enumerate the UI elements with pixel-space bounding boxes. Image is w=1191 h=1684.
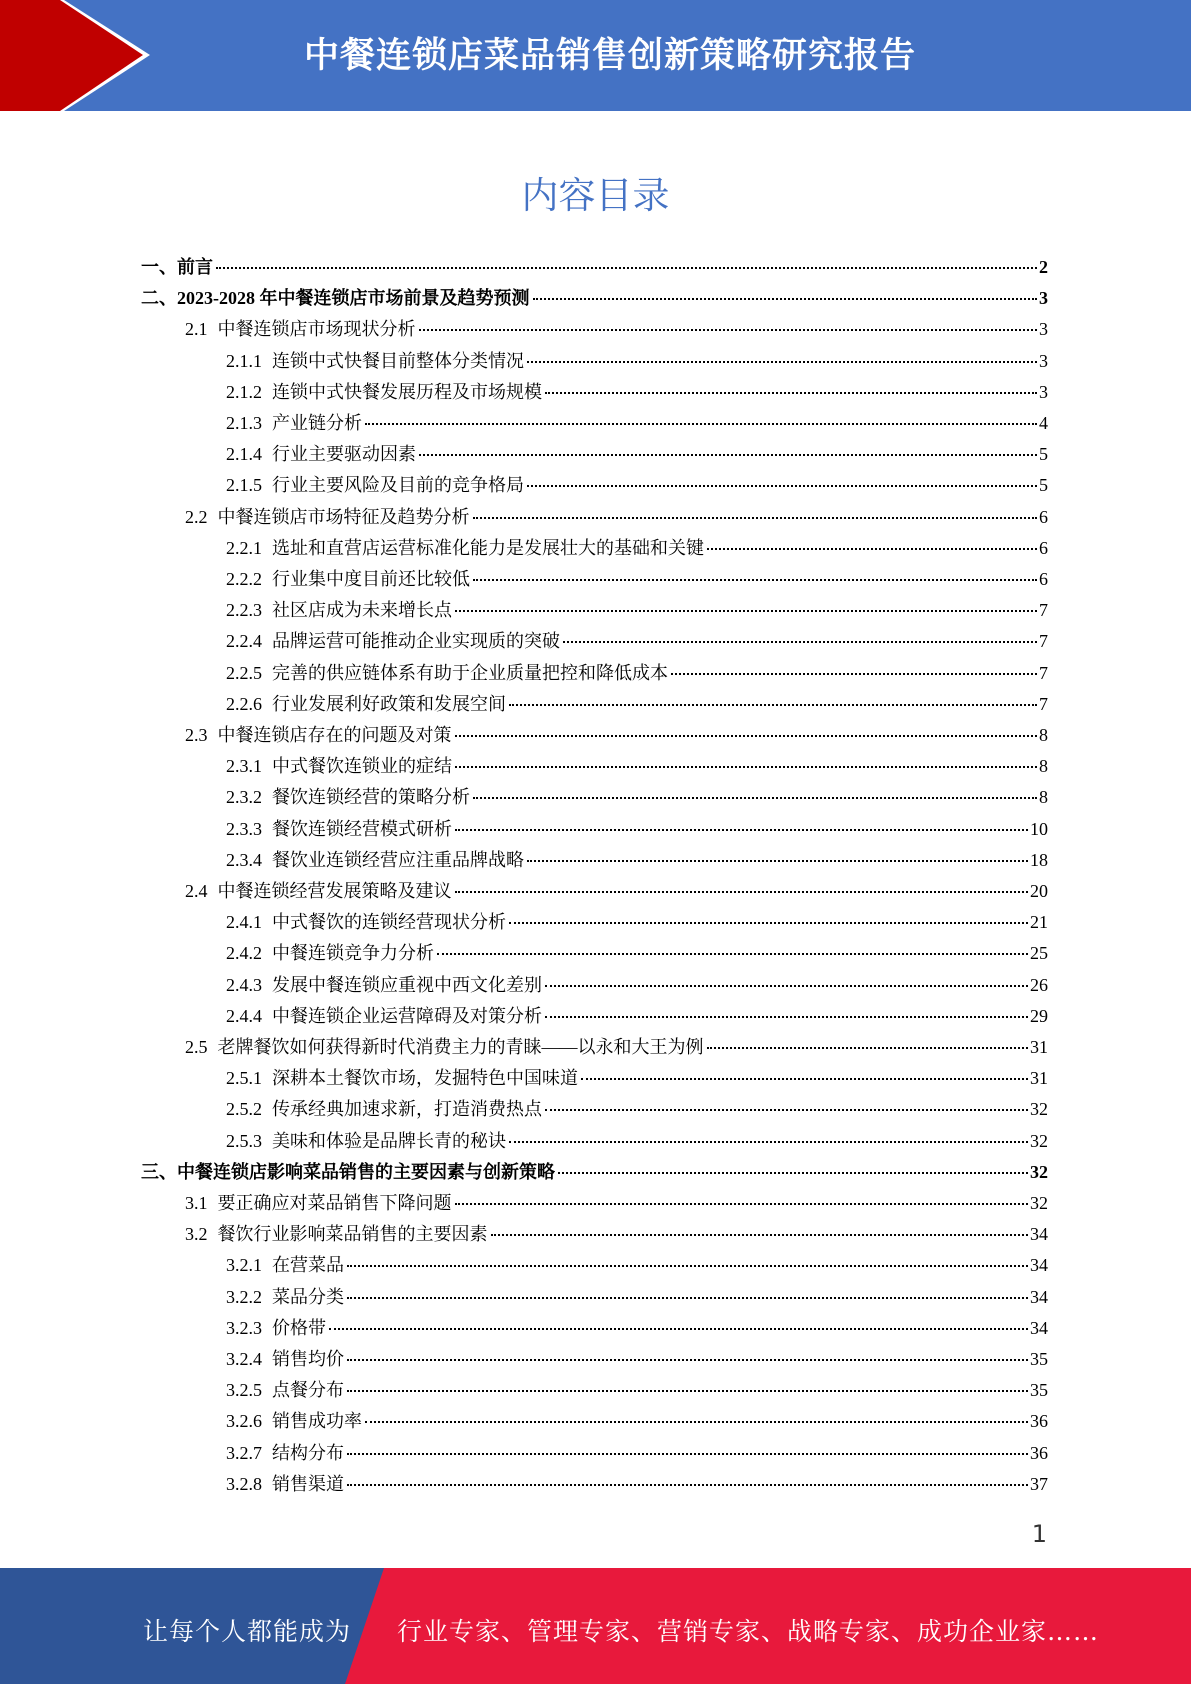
toc-dot-leader bbox=[437, 953, 1028, 955]
toc-dot-leader bbox=[329, 1328, 1028, 1330]
toc-entry-page: 32 bbox=[1030, 1130, 1048, 1151]
toc-dot-leader bbox=[527, 485, 1037, 487]
toc-entry-title: 社区店成为未来增长点 bbox=[272, 600, 452, 621]
toc-entry-title: 中式餐饮的连锁经营现状分析 bbox=[272, 912, 506, 933]
toc-entry[interactable] bbox=[185, 1220, 1048, 1251]
toc-entry-title: 中餐连锁店存在的问题及对策 bbox=[217, 725, 452, 745]
toc-dot-leader bbox=[527, 361, 1037, 363]
toc-entry[interactable] bbox=[141, 284, 1048, 315]
toc-entry-title: 菜品分类 bbox=[272, 1286, 344, 1307]
toc-entry-number: 2.1.1 bbox=[226, 350, 262, 371]
toc-dot-leader bbox=[509, 922, 1028, 924]
footer-slogan-right: 行业专家、管理专家、营销专家、战略专家、成功企业家…… bbox=[397, 1617, 1100, 1646]
toc-entry-number: 2.5.1 bbox=[226, 1068, 262, 1089]
toc-dot-leader bbox=[365, 423, 1037, 425]
toc-entry-number: 2.1.4 bbox=[226, 444, 262, 465]
toc-entry-page: 21 bbox=[1030, 912, 1048, 933]
toc-entry-page: 20 bbox=[1030, 881, 1048, 901]
toc-entry-number: 2.2.3 bbox=[226, 600, 262, 621]
toc-dot-leader bbox=[563, 641, 1037, 643]
toc-entry-number: 2.3 bbox=[185, 725, 208, 745]
toc-entry[interactable] bbox=[226, 627, 1048, 658]
toc-entry[interactable] bbox=[226, 1127, 1048, 1158]
toc-entry-title: 2023-2028 年中餐连锁店市场前景及趋势预测 bbox=[177, 288, 530, 309]
toc-entry-page: 7 bbox=[1039, 662, 1048, 683]
toc-entry[interactable] bbox=[226, 815, 1048, 846]
toc-entry-title: 中餐连锁经营发展策略及建议 bbox=[217, 881, 452, 901]
toc-entry[interactable] bbox=[226, 1439, 1048, 1470]
toc-entry-page: 32 bbox=[1030, 1099, 1048, 1120]
toc-entry[interactable] bbox=[226, 1470, 1048, 1501]
toc-dot-leader bbox=[671, 673, 1037, 675]
toc-entry[interactable] bbox=[226, 565, 1048, 596]
toc-entry-number: 2.4.4 bbox=[226, 1005, 262, 1026]
toc-entry-number: 2.3.4 bbox=[226, 849, 262, 870]
toc-dot-leader bbox=[455, 829, 1028, 831]
toc-dot-leader bbox=[347, 1390, 1028, 1392]
toc-entry-number: 三、 bbox=[141, 1161, 177, 1182]
toc-entry-number: 3.2.1 bbox=[226, 1255, 262, 1276]
toc-entry-page: 3 bbox=[1039, 288, 1048, 309]
toc-dot-leader bbox=[581, 1078, 1028, 1080]
toc-entry-title: 完善的供应链体系有助于企业质量把控和降低成本 bbox=[272, 662, 668, 683]
toc-entry-page: 34 bbox=[1030, 1286, 1048, 1307]
toc-entry-number: 2.3.3 bbox=[226, 818, 262, 839]
toc-entry-number: 2.5 bbox=[185, 1037, 208, 1057]
toc-entry-title: 餐饮行业影响菜品销售的主要因素 bbox=[217, 1224, 488, 1245]
toc-entry-number: 2.5.3 bbox=[226, 1130, 262, 1151]
toc-entry-number: 2.1.5 bbox=[226, 475, 262, 496]
toc-entry-page: 7 bbox=[1039, 600, 1048, 621]
toc-entry-page: 2 bbox=[1039, 257, 1048, 277]
toc-entry-number: 二、 bbox=[141, 288, 177, 309]
toc-entry-title: 餐饮连锁经营模式研析 bbox=[272, 818, 452, 839]
toc-entry[interactable] bbox=[141, 253, 1048, 284]
toc-entry-page: 5 bbox=[1039, 444, 1048, 465]
toc-entry[interactable] bbox=[226, 1376, 1048, 1407]
toc-entry-page: 3 bbox=[1039, 381, 1048, 402]
toc-entry-page: 37 bbox=[1030, 1473, 1048, 1494]
toc-entry-title: 深耕本土餐饮市场，发掘特色中国味道 bbox=[272, 1068, 578, 1089]
toc-entry-title: 品牌运营可能推动企业实现质的突破 bbox=[272, 631, 560, 652]
toc-dot-leader bbox=[558, 1172, 1028, 1174]
toc-entry[interactable] bbox=[185, 877, 1048, 908]
toc-entry-number: 2.1 bbox=[185, 319, 208, 340]
toc-entry-title: 中餐连锁竞争力分析 bbox=[272, 943, 434, 964]
toc-entry-title: 选址和直营店运营标准化能力是发展壮大的基础和关键 bbox=[272, 537, 704, 558]
toc-entry-number: 3.2.8 bbox=[226, 1473, 262, 1494]
toc-dot-leader bbox=[533, 298, 1038, 300]
toc-entry-page: 31 bbox=[1030, 1037, 1048, 1057]
toc-entry[interactable] bbox=[226, 846, 1048, 877]
toc-entry-number: 3.2.6 bbox=[226, 1411, 262, 1432]
toc-entry-number: 2.4.2 bbox=[226, 943, 262, 964]
toc-dot-leader bbox=[455, 1203, 1029, 1205]
toc-entry[interactable] bbox=[226, 440, 1048, 471]
toc-entry-title: 产业链分析 bbox=[272, 413, 362, 433]
toc-dot-leader bbox=[347, 1297, 1028, 1299]
toc-entry[interactable] bbox=[226, 409, 1048, 440]
toc-entry-number: 3.2.3 bbox=[226, 1317, 262, 1338]
toc-entry[interactable] bbox=[226, 347, 1048, 378]
toc-entry-title: 连锁中式快餐目前整体分类情况 bbox=[272, 350, 524, 371]
toc-entry-page: 8 bbox=[1039, 725, 1048, 745]
toc-dot-leader bbox=[455, 891, 1029, 893]
toc-entry-page: 4 bbox=[1039, 413, 1048, 433]
toc-entry-page: 29 bbox=[1030, 1005, 1048, 1026]
toc-dot-leader bbox=[545, 392, 1037, 394]
toc-entry-title: 发展中餐连锁应重视中西文化差别 bbox=[272, 974, 542, 995]
toc-entry-number: 2.2.2 bbox=[226, 569, 262, 589]
toc-entry[interactable] bbox=[226, 596, 1048, 627]
toc-entry-page: 25 bbox=[1030, 943, 1048, 964]
toc-entry[interactable] bbox=[185, 315, 1048, 346]
toc-dot-leader bbox=[473, 579, 1037, 581]
toc-entry-title: 中餐连锁店市场特征及趋势分析 bbox=[217, 506, 470, 527]
toc-entry-title: 要正确应对菜品销售下降问题 bbox=[217, 1193, 452, 1213]
toc-dot-leader bbox=[545, 1016, 1028, 1018]
toc-entry-number: 2.1.2 bbox=[226, 381, 262, 402]
toc-dot-leader bbox=[707, 548, 1037, 550]
toc-entry-page: 8 bbox=[1039, 787, 1048, 808]
toc-entry[interactable] bbox=[185, 503, 1048, 534]
toc-entry-title: 销售成功率 bbox=[272, 1411, 362, 1432]
toc-entry[interactable] bbox=[226, 534, 1048, 565]
toc-entry[interactable] bbox=[226, 1407, 1048, 1438]
toc-entry-number: 2.2.6 bbox=[226, 693, 262, 714]
toc-entry-title: 前言 bbox=[177, 257, 213, 277]
toc-entry-number: 3.2.7 bbox=[226, 1442, 262, 1463]
toc-dot-leader bbox=[347, 1484, 1028, 1486]
page-number: 1 bbox=[1031, 1520, 1047, 1548]
toc-entry-title: 老牌餐饮如何获得新时代消费主力的青睐——以永和大王为例 bbox=[217, 1037, 704, 1057]
toc-entry-title: 中餐连锁店影响菜品销售的主要因素与创新策略 bbox=[177, 1161, 555, 1182]
toc-entry-title: 行业集中度目前还比较低 bbox=[272, 569, 470, 589]
toc-entry-title: 连锁中式快餐发展历程及市场规模 bbox=[272, 381, 542, 402]
toc-entry-title: 中餐连锁企业运营障碍及对策分析 bbox=[272, 1005, 542, 1026]
toc-entry-page: 32 bbox=[1030, 1193, 1048, 1213]
toc-dot-leader bbox=[545, 985, 1028, 987]
toc-entry-page: 31 bbox=[1030, 1068, 1048, 1089]
toc-entry-number: 2.3.1 bbox=[226, 756, 262, 777]
toc-entry-number: 2.3.2 bbox=[226, 787, 262, 808]
toc-entry-page: 36 bbox=[1030, 1411, 1048, 1432]
toc-entry-page: 5 bbox=[1039, 475, 1048, 496]
toc-entry-number: 3.1 bbox=[185, 1193, 208, 1213]
toc-entry-title: 中餐连锁店市场现状分析 bbox=[217, 319, 416, 340]
toc-entry[interactable] bbox=[226, 752, 1048, 783]
toc-entry-page: 26 bbox=[1030, 974, 1048, 995]
toc-entry[interactable] bbox=[226, 471, 1048, 502]
toc-entry-title: 餐饮业连锁经营应注重品牌战略 bbox=[272, 849, 524, 870]
toc-entry[interactable] bbox=[226, 783, 1048, 814]
toc-entry-page: 8 bbox=[1039, 756, 1048, 777]
toc-entry-title: 行业主要驱动因素 bbox=[272, 444, 416, 465]
toc-entry-number: 2.1.3 bbox=[226, 413, 262, 433]
toc-entry[interactable] bbox=[226, 1251, 1048, 1282]
toc-entry-title: 价格带 bbox=[272, 1317, 326, 1338]
toc-entry[interactable] bbox=[226, 1095, 1048, 1126]
toc-entry[interactable] bbox=[226, 1064, 1048, 1095]
toc-entry-title: 销售均价 bbox=[272, 1349, 344, 1369]
toc-entry-title: 点餐分布 bbox=[272, 1380, 344, 1401]
toc-entry[interactable] bbox=[226, 1283, 1048, 1314]
toc-entry-page: 34 bbox=[1030, 1317, 1048, 1338]
toc-entry[interactable] bbox=[226, 378, 1048, 409]
toc-entry[interactable] bbox=[226, 1314, 1048, 1345]
toc-entry[interactable] bbox=[226, 1002, 1048, 1033]
toc-entry-number: 2.2 bbox=[185, 506, 208, 527]
toc-entry-number: 2.4.3 bbox=[226, 974, 262, 995]
toc-entry-page: 7 bbox=[1039, 693, 1048, 714]
toc-dot-leader bbox=[545, 1109, 1028, 1111]
toc-entry-number: 3.2.4 bbox=[226, 1349, 262, 1369]
toc-entry-page: 3 bbox=[1039, 319, 1048, 340]
toc-dot-leader bbox=[347, 1359, 1028, 1361]
toc-entry-page: 34 bbox=[1030, 1255, 1048, 1276]
toc-entry-title: 中式餐饮连锁业的症结 bbox=[272, 756, 452, 777]
toc-dot-leader bbox=[707, 1047, 1029, 1049]
toc-entry-number: 3.2 bbox=[185, 1224, 208, 1245]
footer-slogan-left: 让每个人都能成为 bbox=[143, 1617, 352, 1646]
toc-entry-title: 在营菜品 bbox=[272, 1255, 344, 1276]
toc-entry-number: 2.2.5 bbox=[226, 662, 262, 683]
toc-entry-title: 行业主要风险及目前的竞争格局 bbox=[272, 475, 524, 496]
toc-entry[interactable] bbox=[226, 939, 1048, 970]
toc-entry-title: 传承经典加速求新，打造消费热点 bbox=[272, 1099, 542, 1120]
toc-dot-leader bbox=[509, 1141, 1028, 1143]
toc-dot-leader bbox=[365, 1421, 1028, 1423]
toc-dot-leader bbox=[473, 517, 1038, 519]
toc-entry-number: 3.2.2 bbox=[226, 1286, 262, 1307]
toc-entry-title: 行业发展利好政策和发展空间 bbox=[272, 693, 506, 714]
toc-entry[interactable] bbox=[185, 1033, 1048, 1064]
toc-dot-leader bbox=[347, 1453, 1028, 1455]
toc-entry-page: 3 bbox=[1039, 350, 1048, 371]
toc-entry-page: 7 bbox=[1039, 631, 1048, 652]
toc-dot-leader bbox=[347, 1265, 1028, 1267]
toc-entry-title: 餐饮连锁经营的策略分析 bbox=[272, 787, 470, 808]
toc-entry-page: 18 bbox=[1030, 849, 1048, 870]
toc-entry-title: 结构分布 bbox=[272, 1442, 344, 1463]
toc-entry-number: 2.5.2 bbox=[226, 1099, 262, 1120]
toc-dot-leader bbox=[473, 797, 1037, 799]
toc-entry-page: 35 bbox=[1030, 1349, 1048, 1369]
toc-dot-leader bbox=[491, 1234, 1029, 1236]
toc-entry[interactable] bbox=[226, 971, 1048, 1002]
toc-entry[interactable] bbox=[226, 908, 1048, 939]
header-band bbox=[0, 0, 1191, 111]
toc-dot-leader bbox=[527, 860, 1028, 862]
toc-dot-leader bbox=[216, 267, 1037, 269]
toc-dot-leader bbox=[419, 454, 1037, 456]
toc-entry-number: 2.2.1 bbox=[226, 537, 262, 558]
toc-entry[interactable] bbox=[185, 1189, 1048, 1220]
toc-entry-page: 34 bbox=[1030, 1224, 1048, 1245]
toc-dot-leader bbox=[455, 610, 1037, 612]
toc-dot-leader bbox=[509, 704, 1037, 706]
toc-entry-title: 美味和体验是品牌长青的秘诀 bbox=[272, 1130, 506, 1151]
toc-entry-page: 6 bbox=[1039, 537, 1048, 558]
toc-entry[interactable] bbox=[226, 690, 1048, 721]
toc-entry[interactable] bbox=[226, 1345, 1048, 1376]
toc-entry[interactable] bbox=[226, 659, 1048, 690]
toc-dot-leader bbox=[455, 735, 1038, 737]
toc-dot-leader bbox=[419, 329, 1038, 331]
footer-band bbox=[0, 1568, 1191, 1684]
toc-entry-page: 6 bbox=[1039, 506, 1048, 527]
toc-entry-page: 35 bbox=[1030, 1380, 1048, 1401]
toc-entry-number: 一、 bbox=[141, 257, 177, 277]
toc-heading: 内容目录 bbox=[521, 174, 670, 217]
toc-entry-page: 36 bbox=[1030, 1442, 1048, 1463]
toc-entry-number: 2.2.4 bbox=[226, 631, 262, 652]
toc-entry-number: 2.4.1 bbox=[226, 912, 262, 933]
report-title: 中餐连锁店菜品销售创新策略研究报告 bbox=[303, 36, 916, 76]
toc-entry-page: 32 bbox=[1030, 1161, 1048, 1182]
toc-entry-page: 10 bbox=[1030, 818, 1048, 839]
toc-dot-leader bbox=[455, 766, 1037, 768]
toc-entry-number: 2.4 bbox=[185, 881, 208, 901]
toc-entry[interactable] bbox=[185, 721, 1048, 752]
toc-entry-number: 3.2.5 bbox=[226, 1380, 262, 1401]
toc-entry-page: 6 bbox=[1039, 569, 1048, 589]
toc-entry[interactable] bbox=[141, 1158, 1048, 1189]
toc-entry-title: 销售渠道 bbox=[272, 1473, 344, 1494]
